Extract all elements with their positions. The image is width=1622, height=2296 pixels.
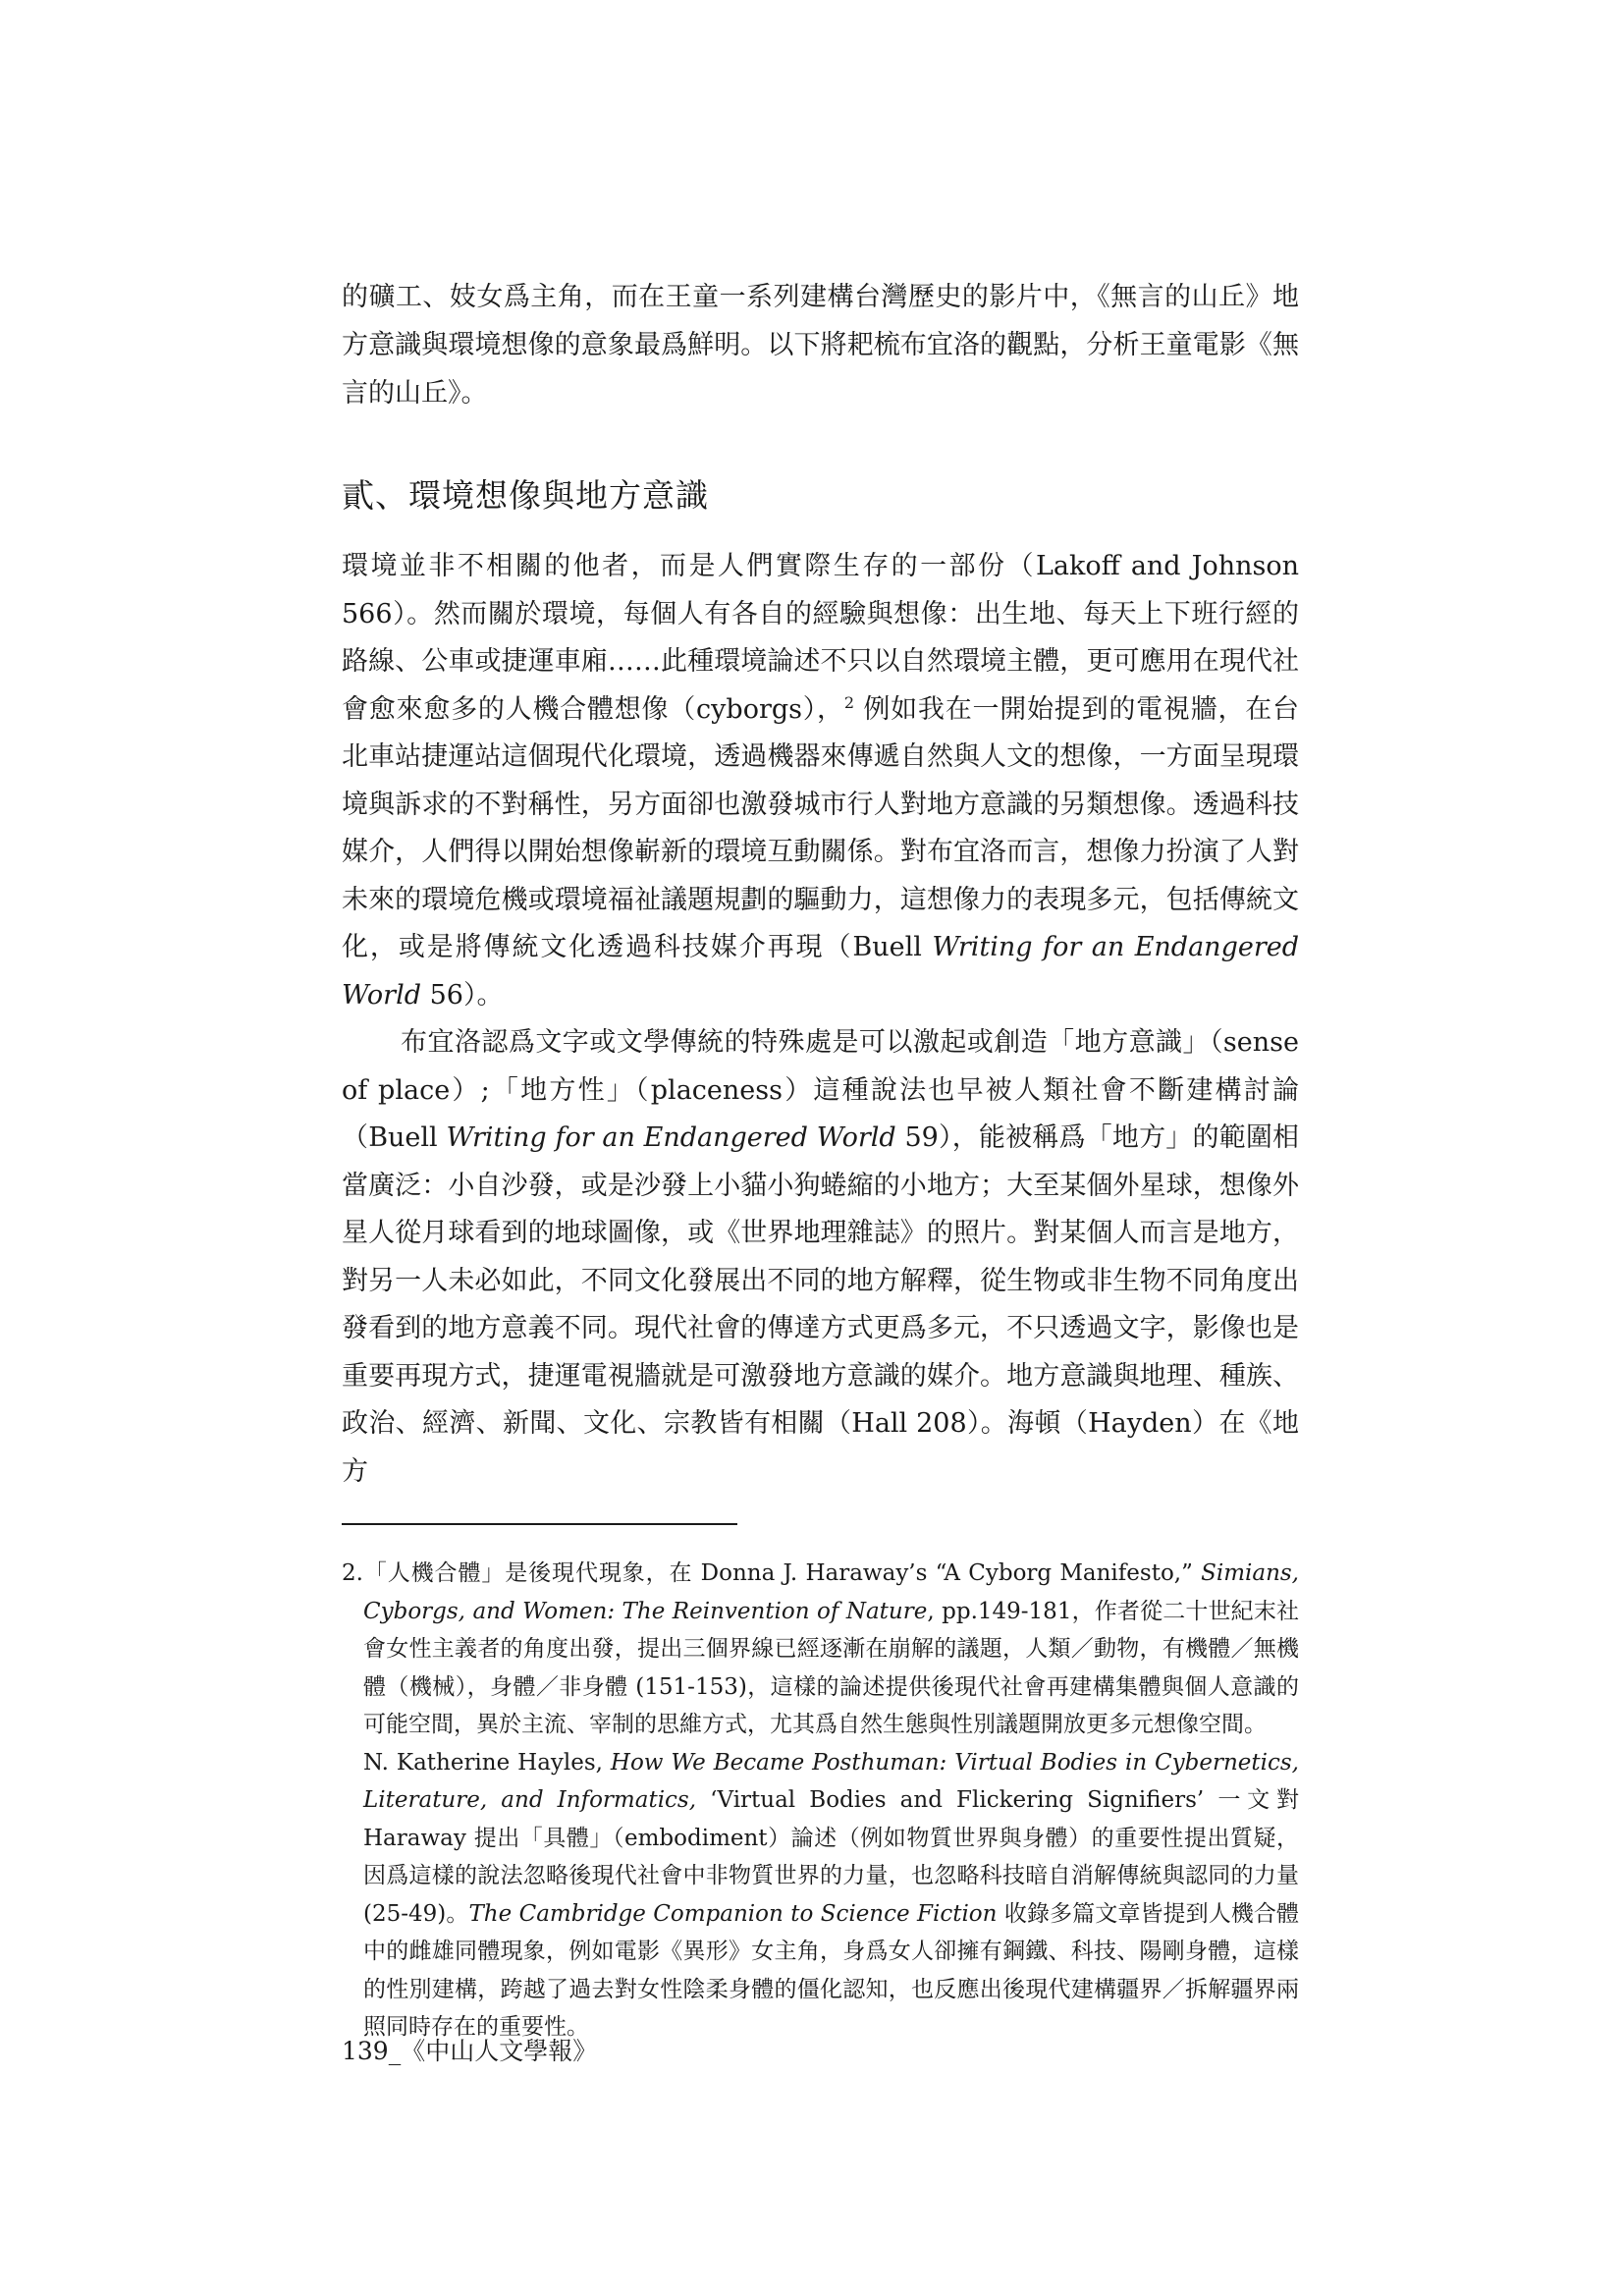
paragraph-text: 例如我在一開始提到的電視牆，在台北車站捷運站這個現代化環境，透過機器來傳遞自然與人文的想像，一方面呈現環境與訴求的不對稱性，另方面卻也激發城市行人對地方意識的另類想像。透過科技媒介，人們得以開始想像嶄新的環境互動關係。對布宜洛而言，想像力扮演了人對未來的環境危機或環境福祉議題規劃的驅動力，這想像力的表現多元，包括傳統文化，或是將傳統文化透過科技媒介再現（Buell xyxy=(342,693,1299,962)
footnote-text: 收錄多篇文章皆提到人機合體中的雌雄同體現象，例如電影《異形》女主角，身爲女人卻擁有鋼鐵、科技、陽剛身體，這樣的性別建構，跨越了過去對女性陰柔身體的僵化認知，也反應出後現代建構疆界／拆解疆界兩照同時存在的重要性。 xyxy=(363,1900,1299,2040)
footnote-reference[interactable]: 2 xyxy=(843,692,855,712)
page-folio: 139_《中山人文學報》 xyxy=(342,2037,598,2065)
footnote-text: N. Katherine Hayles, xyxy=(363,1749,611,1776)
body-paragraph-2 xyxy=(342,1019,1299,1496)
footnote-2 xyxy=(342,1555,1299,2047)
footnote-number: 2. xyxy=(342,1560,363,1586)
paragraph-text: 布宜洛認爲文字或文學傳統的特殊處是可以激起或創造「地方意識」（sense of place）;「地方性」（placeness）這種說法也早被人類社會不斷建構討論（Buell xyxy=(342,1027,1299,1153)
page-content xyxy=(342,273,1299,2047)
paragraph-text: 56）。 xyxy=(421,979,504,1011)
footnote-continuation xyxy=(363,1744,1299,2047)
book-title: The Cambridge Companion to Science Fiction xyxy=(468,1900,998,1927)
footnote-text: , pp.149-181，作者從二十世紀末社會女性主義者的角度出發，提出三個界線已經逐漸在崩解的議題，人類／動物，有機體／無機體（機械），身體／非身體 (151-153)，這樣的論述提供後現代社會再建構集體與個人意識的可能空間，異於主流、宰制的思維方式，尤其爲自然生態與性別議題開放更多元想像空間。 xyxy=(363,1598,1299,1737)
body-paragraph-1 xyxy=(342,543,1299,1019)
paragraph-text: 59），能被稱爲「地方」的範圍相當廣泛：小自沙發，或是沙發上小貓小狗蜷縮的小地方；大至某個外星球，想像外星人從月球看到的地球圖像，或《世界地理雜誌》的照片。對某個人而言是地方，對另一人未必如此，不同文化發展出不同的地方解釋，從生物或非生物不同角度出發看到的地方意義不同。現代社會的傳達方式更爲多元，不只透過文字，影像也是重要再現方式，捷運電視牆就是可激發地方意識的媒介。地方意識與地理、種族、政治、經濟、新聞、文化、宗教皆有相關（Hall 208）。海頓（Hayden）在《地方 xyxy=(342,1122,1300,1487)
book-title: Writing for an Endangered World xyxy=(446,1122,896,1153)
intro-paragraph: 的礦工、妓女爲主角，而在王童一系列建構台灣歷史的影片中，《無言的山丘》地方意識與環境想像的意象最爲鮮明。以下將耙梳布宜洛的觀點，分析王童電影《無言的山丘》。 xyxy=(342,282,1299,409)
footnote-text: ‘Virtual Bodies and Flickering Signifiers’ 一文對 Haraway 提出「具體」（embodiment）論述（例如物質世界與身體）的重要性提出質疑，因爲這樣的說法忽略後現代社會中非物質世界的力量，也忽略科技暗自消解傳統與認同的力量(25-49)。 xyxy=(363,1787,1299,1927)
book-title: Writing for an Endangered World xyxy=(342,932,1299,1011)
book-title: How We Became Posthuman: Virtual Bodies in Cybernetics, Literature, and Informatics, xyxy=(363,1749,1299,1813)
footnote-divider xyxy=(342,1523,737,1525)
footnote-text: 「人機合體」是後現代現象，在 Donna J. Haraway’s “A Cyborg Manifesto,” xyxy=(362,1560,1202,1586)
paragraph-text: 環境並非不相關的他者，而是人們實際生存的一部份（Lakoff and Johnson 566）。然而關於環境，每個人有各自的經驗與想像：出生地、每天上下班行經的路線、公車或捷運車廂……此種環境論述不只以自然環境主體，更可應用在現代社會愈來愈多的人機合體想像（cyborgs）， xyxy=(342,551,1299,725)
section-heading: 貳、環境想像與地方意識 xyxy=(342,476,709,515)
book-title: Simians, Cyborgs, and Women: The Reinvention of Nature xyxy=(363,1560,1299,1624)
